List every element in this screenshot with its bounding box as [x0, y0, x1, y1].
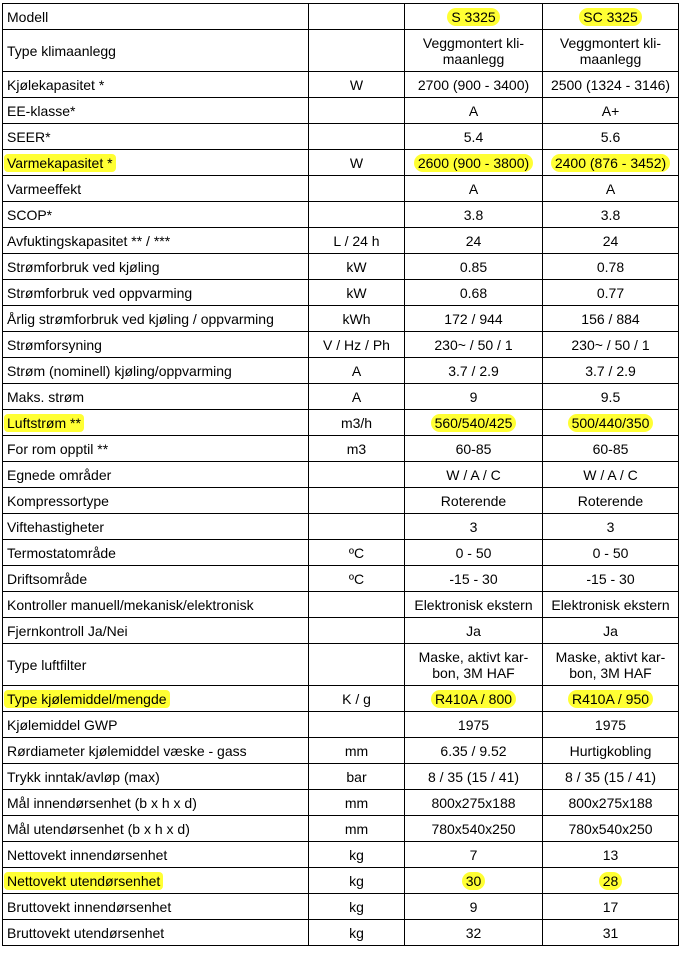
model2-value: 3.8 — [543, 202, 679, 228]
highlight-marker: Type kjølemiddel/mengde — [4, 690, 170, 708]
table-row — [3, 72, 679, 98]
row-label: Maks. strøm — [3, 384, 309, 410]
table-row — [3, 410, 679, 436]
highlight-marker: 30 — [462, 872, 486, 890]
table-row — [3, 202, 679, 228]
table-row — [3, 540, 679, 566]
highlight-marker: S 3325 — [447, 8, 499, 26]
table-row — [3, 228, 679, 254]
model2-value: 24 — [543, 228, 679, 254]
model1-value: Roterende — [405, 488, 543, 514]
model1-value: 2700 (900 - 3400) — [405, 72, 543, 98]
row-label: Avfuktingskapasitet ** / *** — [3, 228, 309, 254]
table-row — [3, 176, 679, 202]
model1-value — [405, 150, 543, 176]
model1-value: 9 — [405, 384, 543, 410]
table-row — [3, 764, 679, 790]
highlight-marker: R410A / 950 — [568, 690, 653, 708]
model2-value: Veggmontert kli-maanlegg — [543, 30, 679, 72]
model1-value: 0 - 50 — [405, 540, 543, 566]
model2-value: 60-85 — [543, 436, 679, 462]
highlight-marker: 560/540/425 — [431, 414, 517, 432]
spec-table — [2, 3, 679, 946]
unit-cell: kW — [309, 254, 405, 280]
model2-value: 0 - 50 — [543, 540, 679, 566]
model2-value: Hurtigkobling — [543, 738, 679, 764]
model1-value: 6.35 / 9.52 — [405, 738, 543, 764]
highlight-marker: Luftstrøm ** — [4, 414, 84, 432]
model2-value: Ja — [543, 618, 679, 644]
unit-cell: bar — [309, 764, 405, 790]
table-row — [3, 712, 679, 738]
table-row — [3, 816, 679, 842]
unit-cell: mm — [309, 738, 405, 764]
unit-cell: mm — [309, 816, 405, 842]
table-row — [3, 462, 679, 488]
model2-value: 230~ / 50 / 1 — [543, 332, 679, 358]
highlight-marker: 500/440/350 — [568, 414, 654, 432]
model2-value: -15 - 30 — [543, 566, 679, 592]
table-row — [3, 790, 679, 816]
model1-value: 0.85 — [405, 254, 543, 280]
model1-value — [405, 410, 543, 436]
unit-cell — [309, 4, 405, 30]
table-row — [3, 894, 679, 920]
unit-cell — [309, 202, 405, 228]
row-label: Bruttovekt innendørsenhet — [3, 894, 309, 920]
model2-value: Maske, aktivt kar-bon, 3M HAF — [543, 644, 679, 686]
row-label: Rørdiameter kjølemiddel væske - gass — [3, 738, 309, 764]
unit-cell: kg — [309, 894, 405, 920]
unit-cell: A — [309, 358, 405, 384]
row-label: Varmeeffekt — [3, 176, 309, 202]
model2-value — [543, 150, 679, 176]
model1-value: 60-85 — [405, 436, 543, 462]
model1-value: W / A / C — [405, 462, 543, 488]
model1-value: Maske, aktivt kar-bon, 3M HAF — [405, 644, 543, 686]
row-label: Modell — [3, 4, 309, 30]
row-label: Driftsområde — [3, 566, 309, 592]
row-label: SEER* — [3, 124, 309, 150]
row-label — [3, 868, 309, 894]
row-label: Strøm (nominell) kjøling/oppvarming — [3, 358, 309, 384]
row-label: Viftehastigheter — [3, 514, 309, 540]
model1-value: 5.4 — [405, 124, 543, 150]
model1-value — [405, 4, 543, 30]
model2-value: A+ — [543, 98, 679, 124]
unit-cell: kg — [309, 842, 405, 868]
highlight-marker: 28 — [599, 872, 623, 890]
table-row — [3, 920, 679, 946]
table-row — [3, 436, 679, 462]
unit-cell: V / Hz / Ph — [309, 332, 405, 358]
row-label: Kjølemiddel GWP — [3, 712, 309, 738]
unit-cell: L / 24 h — [309, 228, 405, 254]
row-label: Type luftfilter — [3, 644, 309, 686]
model2-value: 780x540x250 — [543, 816, 679, 842]
model1-value: 3.8 — [405, 202, 543, 228]
table-row — [3, 30, 679, 72]
model1-value: 32 — [405, 920, 543, 946]
unit-cell: kWh — [309, 306, 405, 332]
row-label: Bruttovekt utendørsenhet — [3, 920, 309, 946]
table-row — [3, 738, 679, 764]
model1-value: 8 / 35 (15 / 41) — [405, 764, 543, 790]
model2-value: A — [543, 176, 679, 202]
table-row — [3, 280, 679, 306]
row-label: Kontroller manuell/mekanisk/elektronisk — [3, 592, 309, 618]
model1-value: 1975 — [405, 712, 543, 738]
unit-cell: W — [309, 150, 405, 176]
model2-value: 17 — [543, 894, 679, 920]
row-label: Mål innendørsenhet (b x h x d) — [3, 790, 309, 816]
model2-value: 0.78 — [543, 254, 679, 280]
table-row — [3, 488, 679, 514]
unit-cell — [309, 98, 405, 124]
model1-value: 24 — [405, 228, 543, 254]
model1-value: Ja — [405, 618, 543, 644]
unit-cell — [309, 514, 405, 540]
model2-value: W / A / C — [543, 462, 679, 488]
row-label: Strømforbruk ved oppvarming — [3, 280, 309, 306]
row-label: For rom opptil ** — [3, 436, 309, 462]
table-row — [3, 566, 679, 592]
model2-value: 9.5 — [543, 384, 679, 410]
unit-cell — [309, 124, 405, 150]
model1-value: 230~ / 50 / 1 — [405, 332, 543, 358]
model2-value — [543, 410, 679, 436]
model2-value: 13 — [543, 842, 679, 868]
model1-value: 0.68 — [405, 280, 543, 306]
model1-value: Veggmontert kli-maanlegg — [405, 30, 543, 72]
model2-value: 1975 — [543, 712, 679, 738]
table-row — [3, 150, 679, 176]
row-label: Trykk inntak/avløp (max) — [3, 764, 309, 790]
row-label: Fjernkontroll Ja/Nei — [3, 618, 309, 644]
model2-value: 3 — [543, 514, 679, 540]
unit-cell: m3/h — [309, 410, 405, 436]
table-row — [3, 384, 679, 410]
unit-cell — [309, 462, 405, 488]
table-row — [3, 332, 679, 358]
model1-value — [405, 868, 543, 894]
unit-cell: A — [309, 384, 405, 410]
model2-value: 156 / 884 — [543, 306, 679, 332]
model1-value: 3.7 / 2.9 — [405, 358, 543, 384]
unit-cell: kg — [309, 920, 405, 946]
table-row — [3, 618, 679, 644]
highlight-marker: Varmekapasitet * — [4, 154, 116, 172]
table-row — [3, 4, 679, 30]
table-row — [3, 514, 679, 540]
unit-cell: kg — [309, 868, 405, 894]
unit-cell: m3 — [309, 436, 405, 462]
row-label: EE-klasse* — [3, 98, 309, 124]
model2-value: 31 — [543, 920, 679, 946]
table-row — [3, 868, 679, 894]
row-label: Strømforsyning — [3, 332, 309, 358]
row-label — [3, 150, 309, 176]
model1-value: -15 - 30 — [405, 566, 543, 592]
table-row — [3, 254, 679, 280]
row-label: Årlig strømforbruk ved kjøling / oppvarming — [3, 306, 309, 332]
row-label: Type klimaanlegg — [3, 30, 309, 72]
row-label — [3, 410, 309, 436]
model2-value — [543, 4, 679, 30]
model2-value: 5.6 — [543, 124, 679, 150]
unit-cell — [309, 176, 405, 202]
row-label: Strømforbruk ved kjøling — [3, 254, 309, 280]
row-label — [3, 686, 309, 712]
row-label: Mål utendørsenhet (b x h x d) — [3, 816, 309, 842]
row-label: Termostatområde — [3, 540, 309, 566]
highlight-marker: 2600 (900 - 3800) — [414, 154, 533, 172]
row-label: Egnede områder — [3, 462, 309, 488]
unit-cell: K / g — [309, 686, 405, 712]
model1-value: 800x275x188 — [405, 790, 543, 816]
table-row — [3, 644, 679, 686]
unit-cell: mm — [309, 790, 405, 816]
table-row — [3, 358, 679, 384]
model2-value: 2500 (1324 - 3146) — [543, 72, 679, 98]
table-row — [3, 306, 679, 332]
model1-value: 172 / 944 — [405, 306, 543, 332]
unit-cell: ºC — [309, 566, 405, 592]
row-label: Kompressortype — [3, 488, 309, 514]
model1-value — [405, 686, 543, 712]
table-row — [3, 124, 679, 150]
model2-value — [543, 686, 679, 712]
highlight-marker: R410A / 800 — [431, 690, 516, 708]
row-label: SCOP* — [3, 202, 309, 228]
row-label: Kjølekapasitet * — [3, 72, 309, 98]
model1-value: A — [405, 176, 543, 202]
model1-value: 3 — [405, 514, 543, 540]
unit-cell: kW — [309, 280, 405, 306]
row-label: Nettovekt innendørsenhet — [3, 842, 309, 868]
table-row — [3, 842, 679, 868]
unit-cell — [309, 488, 405, 514]
highlight-marker: 2400 (876 - 3452) — [551, 154, 670, 172]
model1-value: 7 — [405, 842, 543, 868]
model1-value: 780x540x250 — [405, 816, 543, 842]
model2-value — [543, 868, 679, 894]
unit-cell — [309, 30, 405, 72]
model2-value: 3.7 / 2.9 — [543, 358, 679, 384]
unit-cell — [309, 712, 405, 738]
table-row — [3, 592, 679, 618]
unit-cell — [309, 618, 405, 644]
model2-value: 8 / 35 (15 / 41) — [543, 764, 679, 790]
model2-value: 800x275x188 — [543, 790, 679, 816]
model2-value: 0.77 — [543, 280, 679, 306]
table-row — [3, 686, 679, 712]
table-row — [3, 98, 679, 124]
highlight-marker: SC 3325 — [579, 8, 641, 26]
model1-value: A — [405, 98, 543, 124]
model1-value: 9 — [405, 894, 543, 920]
model1-value: Elektronisk ekstern — [405, 592, 543, 618]
unit-cell: W — [309, 72, 405, 98]
unit-cell — [309, 644, 405, 686]
spec-table-body — [3, 4, 679, 946]
model2-value: Elektronisk ekstern — [543, 592, 679, 618]
highlight-marker: Nettovekt utendørsenhet — [4, 872, 163, 890]
unit-cell — [309, 592, 405, 618]
unit-cell: ºC — [309, 540, 405, 566]
model2-value: Roterende — [543, 488, 679, 514]
